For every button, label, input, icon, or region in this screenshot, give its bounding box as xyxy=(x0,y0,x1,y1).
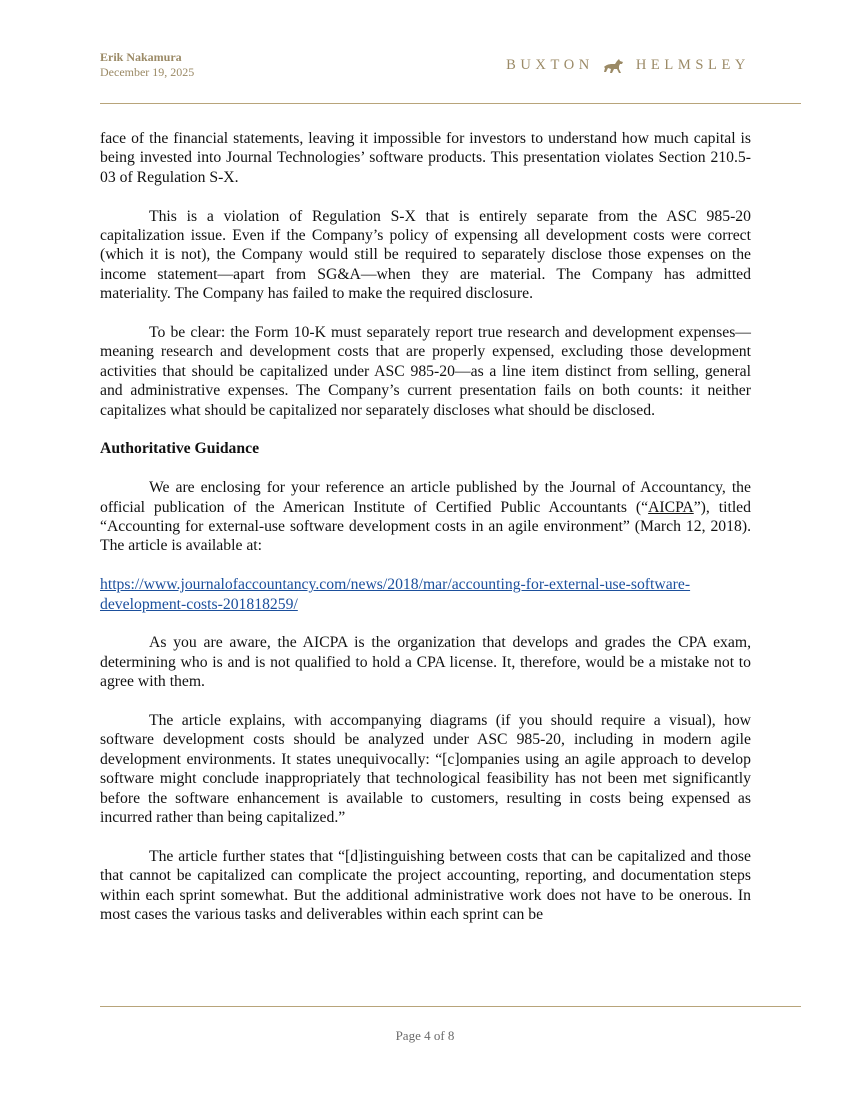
paragraph-5: As you are aware, the AICPA is the organization that develops and grades the CPA exam, determining who is and is not qualified to hold a CPA license. It, therefore, would be a mistake not to agree with them. xyxy=(100,634,751,691)
paragraph-1: face of the financial statements, leaving it impossible for investors to understand how much capital is being invested into Journal Technologies’ software products. This presentation violates Section 210.5-03 of Regulation S-X. xyxy=(100,130,751,186)
paragraph-6: The article explains, with accompanying diagrams (if you should require a visual), how software development costs should be analyzed under ASC 985-20, including in modern agile development environments. It states unequivocally: “[c]ompanies using an agile approach to develop software might conclude inappropriately that technological feasibility has not been met significantly before the software enhancement is available to customers, resulting in costs being expensed as incurred rather than being capitalized.” xyxy=(100,712,751,827)
letter-date: December 19, 2025 xyxy=(100,65,195,79)
paragraph-4 xyxy=(100,478,751,556)
footer-divider xyxy=(100,1006,801,1007)
paragraph-2: This is a violation of Regulation S-X that is entirely separate from the ASC 985-20 capitalization issue. Even if the Company’s policy of expensing all development costs were correct (which it is not), the Company would still be required to separately disclose those expenses on the income statement—apart from SG&A—when they are material. The Company has admitted materiality. The Company has failed to make the required disclosure. xyxy=(100,207,751,303)
paragraph-7: The article further states that “[d]istinguishing between costs that can be capitalized and those that cannot be capitalized can complicate the project accounting, reporting, and documentation steps within each sprint somewhat. But the additional administrative work does not have to be onerous. In most cases the various tasks and deliverables within each sprint can be xyxy=(100,847,751,924)
section-heading: Authoritative Guidance xyxy=(100,440,260,458)
horse-icon xyxy=(602,58,624,74)
letter-body xyxy=(100,129,751,925)
author-name: Erik Nakamura xyxy=(100,50,182,64)
brand-left-text: BUXTON xyxy=(506,57,594,73)
article-link[interactable]: https://www.journalofaccountancy.com/news/2018/mar/accounting-for-external-use-software-development-costs-201818259/ xyxy=(100,576,691,613)
firm-logo xyxy=(506,57,750,74)
brand-right-text: HELMSLEY xyxy=(635,57,750,73)
paragraph-4-text-a: We are enclosing for your reference an article published by the Journal of Accountancy, the official publication of the American Institute of Certified Public Accountants (“ xyxy=(100,479,751,516)
page-number: Page 4 of 8 xyxy=(395,1028,455,1043)
paragraph-4-text-b: ”), titled “Accounting for external-use software development costs in an agile environment” (March 12, 2018). The article is available at: xyxy=(100,498,751,555)
paragraph-3: To be clear: the Form 10-K must separately report true research and development expenses—meaning research and development costs that are properly expensed, excluding those development activities that should be capitalized under ASC 985-20—as a line item distinct from selling, general and administrative expenses. The Company’s current presentation fails on both counts: it neither capitalizes what should be capitalized nor separately discloses what should be disclosed. xyxy=(100,324,751,419)
letter-header xyxy=(100,50,194,80)
aicpa-abbreviation: AICPA xyxy=(648,498,694,516)
header-divider xyxy=(100,103,801,104)
